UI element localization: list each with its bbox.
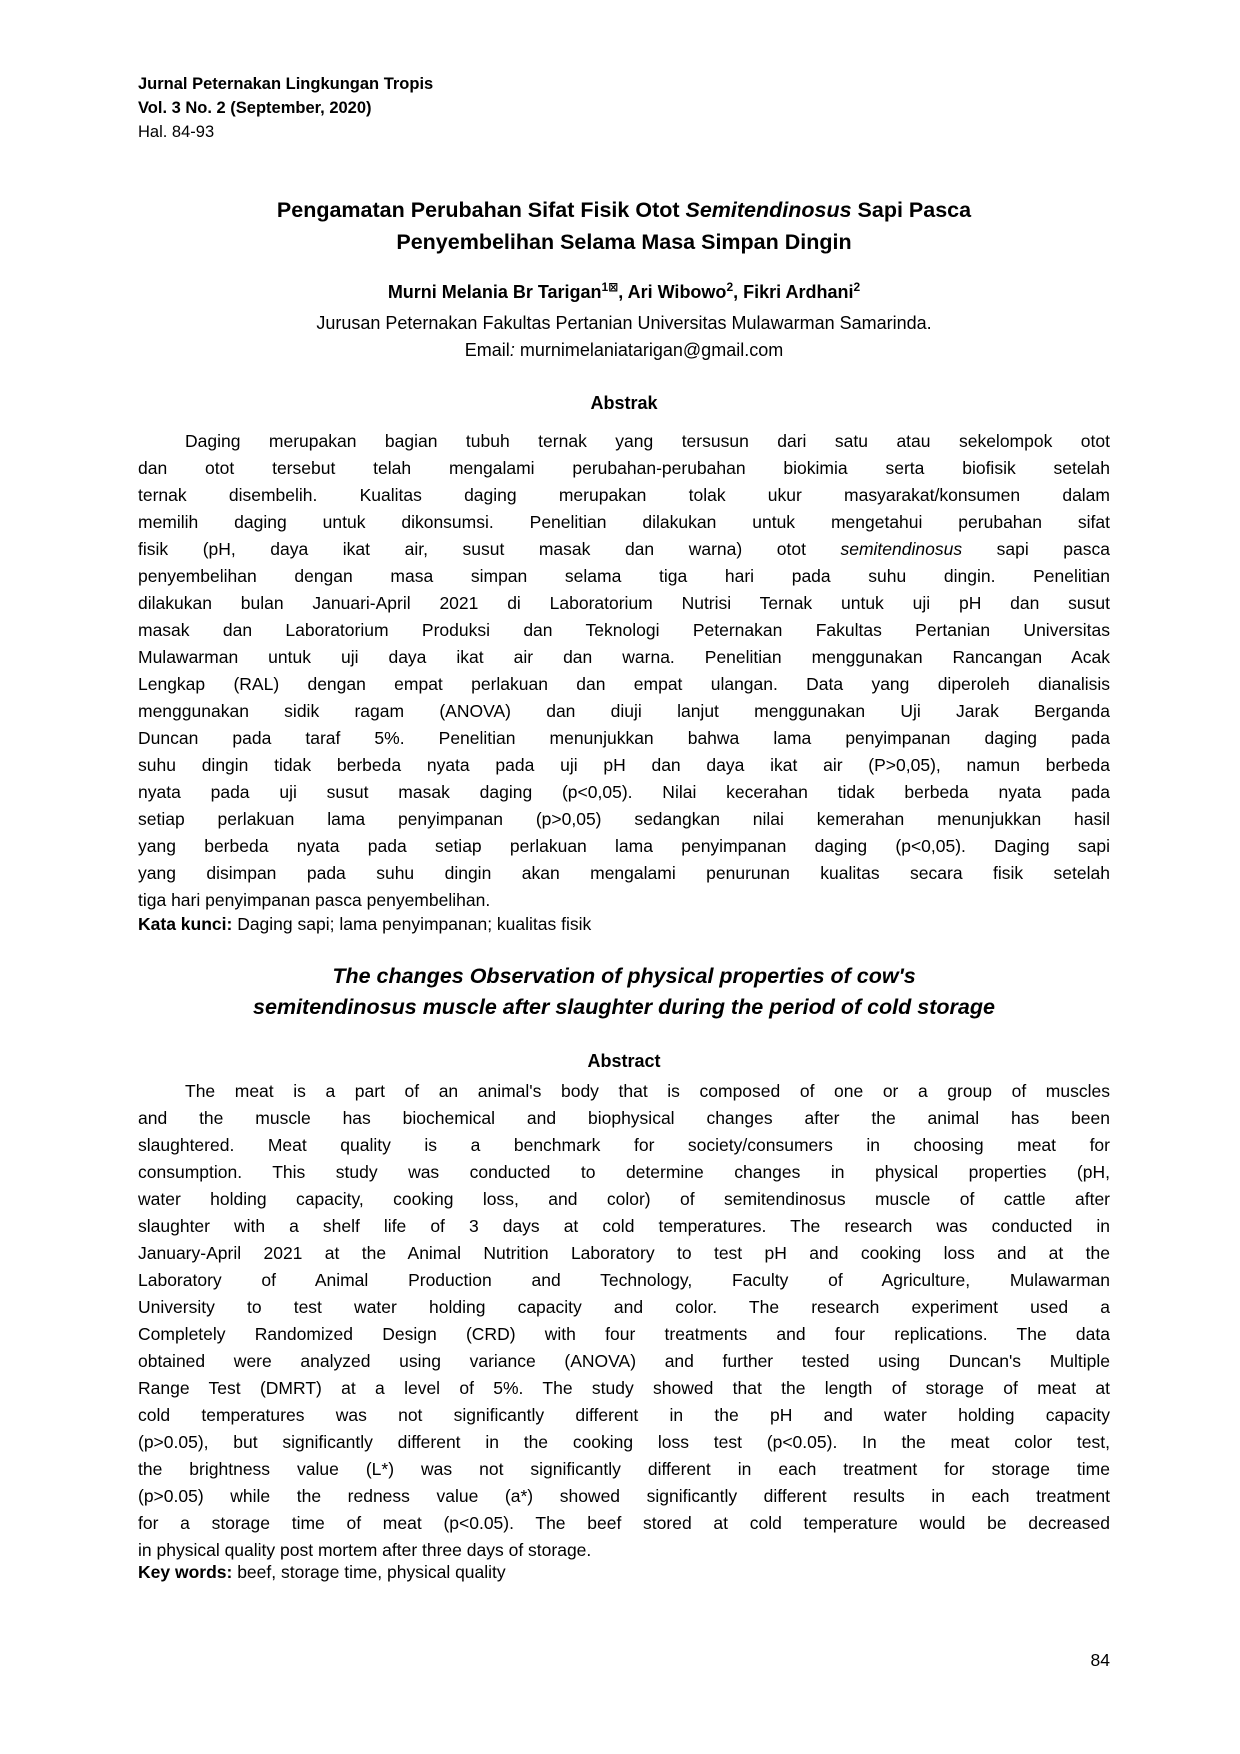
paragraph-line: Completely Randomized Design (CRD) with four treatments and four replications. The data — [138, 1324, 1110, 1344]
article-title-english — [138, 961, 1110, 1023]
keywords-english-label: Key words: — [138, 1562, 233, 1582]
paragraph-line: masak dan Laboratorium Produksi dan Teknologi Peternakan Fakultas Pertanian Universitas — [138, 620, 1110, 640]
email-colon: : — [509, 340, 515, 360]
paragraph-line: penyembelihan dengan masa simpan selama tiga hari pada suhu dingin. Penelitian — [138, 566, 1110, 586]
email-address: murnimelaniatarigan@gmail.com — [514, 340, 784, 360]
paragraph-line: yang berbeda nyata pada setiap perlakuan lama penyimpanan daging (p<0,05). Daging sapi — [138, 836, 1110, 856]
journal-page-range: Hal. 84-93 — [138, 123, 215, 141]
paragraph-line: (p>0.05) while the redness value (a*) showed significantly different results in each treatment — [138, 1486, 1110, 1506]
paragraph-line: cold temperatures was not significantly different in the pH and water holding capacity — [138, 1405, 1110, 1425]
paragraph-line: water holding capacity, cooking loss, and color) of semitendinosus muscle of cattle after — [138, 1189, 1110, 1209]
journal-header — [138, 72, 1110, 144]
keywords-indonesian-text: Daging sapi; lama penyimpanan; kualitas fisik — [232, 914, 592, 934]
journal-name: Jurnal Peternakan Lingkungan Tropis — [138, 75, 434, 93]
page-number: 84 — [1090, 1650, 1110, 1670]
abstract-english-heading: Abstract — [587, 1051, 661, 1071]
paragraph-line: setiap perlakuan lama penyimpanan (p>0,05) sedangkan nilai kemerahan menunjukkan hasil — [138, 809, 1110, 829]
paragraph-line: in physical quality post mortem after three days of storage. — [138, 1540, 592, 1560]
paragraph-line: and the muscle has biochemical and biophysical changes after the animal has been — [138, 1108, 1110, 1128]
paragraph-line: January-April 2021 at the Animal Nutrition Laboratory to test pH and cooking loss and at the — [138, 1243, 1110, 1263]
paragraph-line: The meat is a part of an animal's body that is composed of one or a group of muscles — [185, 1081, 1110, 1101]
paragraph-line: the brightness value (L*) was not significantly different in each treatment for storage time — [138, 1459, 1110, 1479]
journal-volume-issue: Vol. 3 No. 2 (September, 2020) — [138, 99, 372, 117]
paragraph-line: ternak disembelih. Kualitas daging merupakan tolak ukur masyarakat/konsumen dalam — [138, 485, 1110, 505]
title-line: Penyembelihan Selama Masa Simpan Dingin — [396, 230, 852, 254]
paragraph-line: for a storage time of meat (p<0.05). The beef stored at cold temperature would be decreased — [138, 1513, 1110, 1533]
paragraph-line: (p>0.05), but significantly different in the cooking loss test (p<0.05). In the meat color test, — [138, 1432, 1110, 1452]
paragraph-line: obtained were analyzed using variance (ANOVA) and further tested using Duncan's Multiple — [138, 1351, 1110, 1371]
paragraph-line: consumption. This study was conducted to determine changes in physical properties (pH, — [138, 1162, 1110, 1182]
paragraph-line: memilih daging untuk dikonsumsi. Penelitian dilakukan untuk mengetahui perubahan sifat — [138, 512, 1110, 532]
author-1-superscript: 1 — [601, 280, 609, 294]
title-line: The changes Observation of physical properties of cow's — [332, 964, 916, 988]
email-line — [138, 340, 1110, 361]
email-label: Email — [464, 340, 510, 360]
paragraph-line: University to test water holding capacity and color. The research experiment used a — [138, 1297, 1110, 1317]
author-1-name: Murni Melania Br Tarigan — [387, 282, 602, 302]
paragraph-line: dan otot tersebut telah mengalami perubahan-perubahan biokimia serta biofisik setelah — [138, 458, 1110, 478]
abstract-indonesian-body — [138, 428, 1110, 914]
paragraph-line: Duncan pada taraf 5%. Penelitian menunjukkan bahwa lama penyimpanan daging pada — [138, 728, 1110, 748]
paragraph-line: Daging merupakan bagian tubuh ternak yang tersusun dari satu atau sekelompok otot — [185, 431, 1110, 451]
author-3-superscript: 2 — [853, 280, 861, 294]
paragraph-line: Lengkap (RAL) dengan empat perlakuan dan empat ulangan. Data yang diperoleh dianalisis — [138, 674, 1110, 694]
paragraph-line: slaughter with a shelf life of 3 days at cold temperatures. The research was conducted in — [138, 1216, 1110, 1236]
authors-line — [138, 282, 1110, 303]
corresponding-author-mail-icon: ⊠ — [608, 280, 619, 294]
affiliation-line: Jurusan Peternakan Fakultas Pertanian Universitas Mulawarman Samarinda. — [316, 313, 932, 333]
keywords-indonesian-line — [138, 911, 1110, 938]
paragraph-line: menggunakan sidik ragam (ANOVA) dan diuji lanjut menggunakan Uji Jarak Berganda — [138, 701, 1110, 721]
paragraph-line: fisik (pH, daya ikat air, susut masak dan warna) otot semitendinosus sapi pasca — [138, 539, 1110, 559]
abstract-english-body — [138, 1078, 1110, 1564]
title-line: Pengamatan Perubahan Sifat Fisik Otot Semitendinosus Sapi Pasca — [276, 198, 972, 222]
abstract-indonesian-heading: Abstrak — [590, 393, 658, 413]
keywords-indonesian-label: Kata kunci: — [138, 914, 233, 934]
paragraph-line: slaughtered. Meat quality is a benchmark for society/consumers in choosing meat for — [138, 1135, 1110, 1155]
paragraph-line: suhu dingin tidak berbeda nyata pada uji pH dan daya ikat air (P>0,05), namun berbeda — [138, 755, 1110, 775]
author-2-name: , Ari Wibowo — [618, 282, 727, 302]
paragraph-line: Laboratory of Animal Production and Technology, Faculty of Agriculture, Mulawarman — [138, 1270, 1110, 1290]
author-2-superscript: 2 — [726, 280, 734, 294]
paragraph-line: tiga hari penyimpanan pasca penyembelihan. — [138, 890, 491, 910]
paragraph-line: yang disimpan pada suhu dingin akan mengalami penurunan kualitas secara fisik setelah — [138, 863, 1110, 883]
paragraph-line: Mulawarman untuk uji daya ikat air dan warna. Penelitian menggunakan Rancangan Acak — [138, 647, 1110, 667]
paragraph-line: dilakukan bulan Januari-April 2021 di Laboratorium Nutrisi Ternak untuk uji pH dan susut — [138, 593, 1110, 613]
keywords-english-text: beef, storage time, physical quality — [232, 1562, 506, 1582]
paragraph-line: Range Test (DMRT) at a level of 5%. The study showed that the length of storage of meat at — [138, 1378, 1110, 1398]
article-title-indonesian — [138, 194, 1110, 258]
title-line: semitendinosus muscle after slaughter during the period of cold storage — [253, 995, 995, 1019]
author-3-name: , Fikri Ardhani — [733, 282, 854, 302]
paragraph-line: nyata pada uji susut masak daging (p<0,05). Nilai kecerahan tidak berbeda nyata pada — [138, 782, 1110, 802]
keywords-english-line — [138, 1559, 1110, 1586]
